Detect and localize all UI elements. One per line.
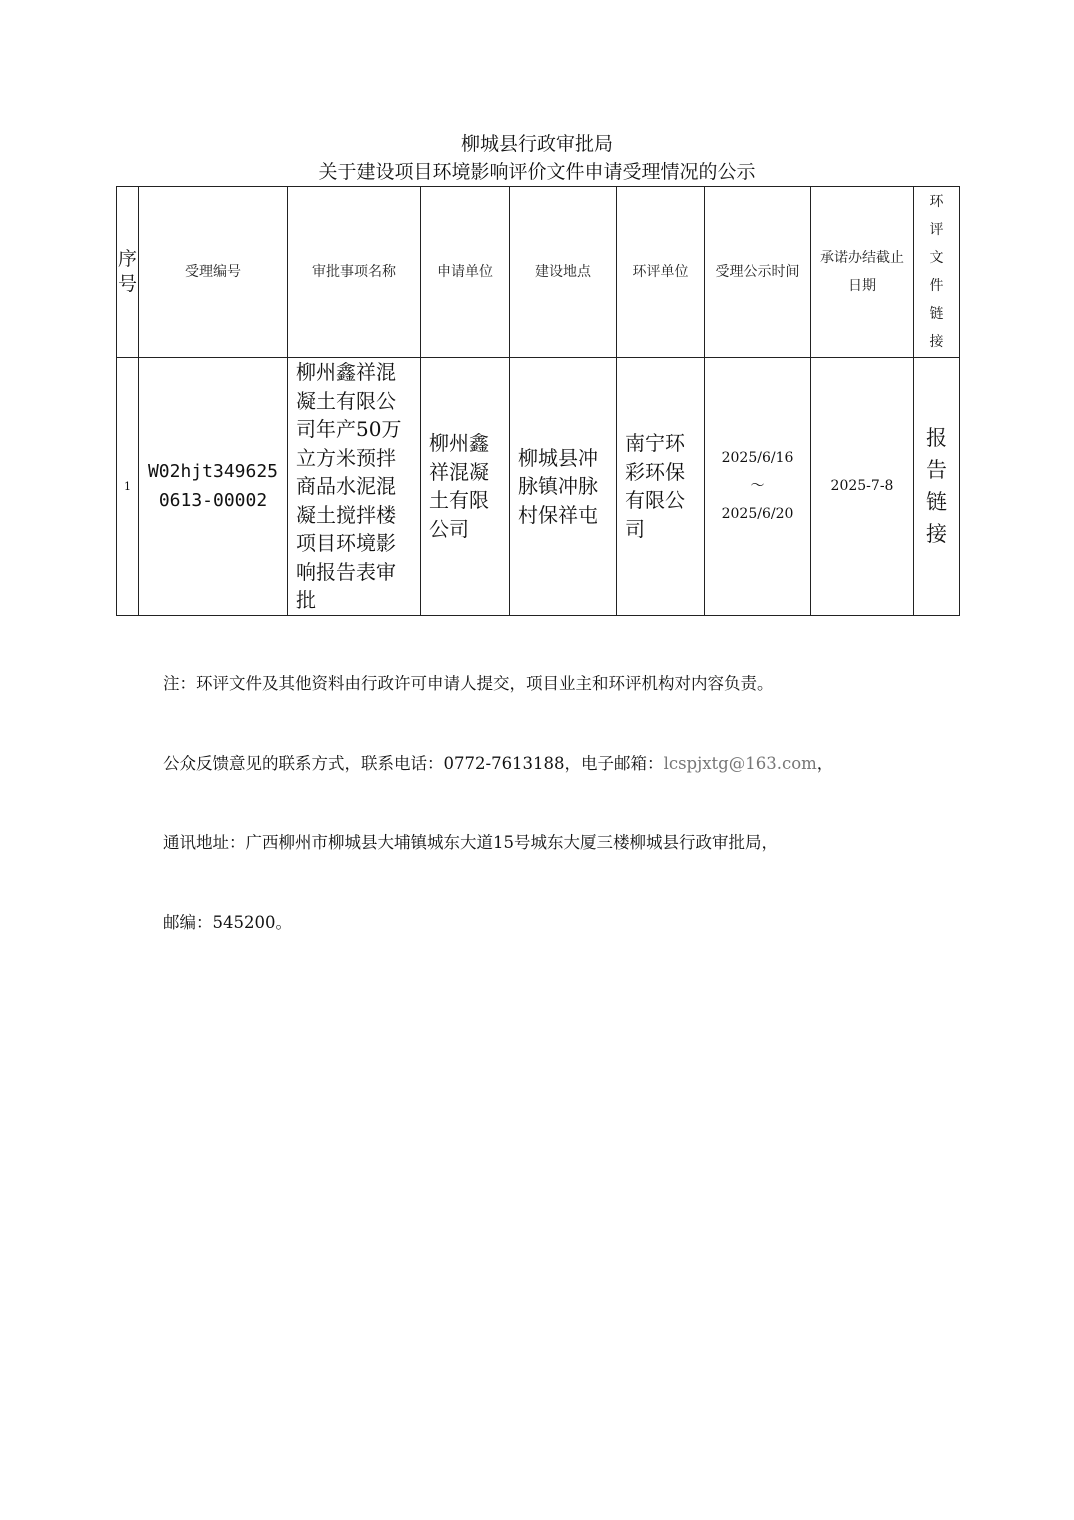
table-row: [117, 358, 960, 616]
header-applicant: 申请单位: [421, 187, 510, 358]
public-time-start: 2025/6/16: [721, 450, 794, 467]
email-link[interactable]: lcspjxtg@163.com: [663, 754, 817, 773]
cell-eia-unit: 南宁环彩环保有限公司: [617, 358, 705, 616]
cell-seq: 1: [117, 358, 139, 616]
header-deadline: 承诺办结截止日期: [811, 187, 914, 358]
header-seq: 序号: [117, 187, 139, 358]
notice-table: [116, 186, 960, 616]
header-eia-unit: 环评单位: [617, 187, 705, 358]
contact-line: [163, 750, 833, 774]
cell-accept-no: W02hjt3496250613-00002: [139, 358, 288, 616]
document-subtitle: 关于建设项目环境影响评价文件申请受理情况的公示: [318, 161, 756, 183]
contact-suffix: ，: [816, 754, 834, 773]
cell-location: 柳城县冲脉镇冲脉村保祥屯: [510, 358, 617, 616]
contact-prefix: 公众反馈意见的联系方式，联系电话：0772-7613188，电子邮箱：: [163, 754, 664, 773]
public-time-separator: ～: [750, 478, 765, 495]
header-location: 建设地点: [510, 187, 617, 358]
cell-report-link[interactable]: [914, 358, 960, 616]
public-time-end: 2025/6/20: [721, 506, 794, 523]
cell-item-name: 柳州鑫祥混凝土有限公司年产50万立方米预拌商品水泥混凝土搅拌楼项目环境影响报告表审批: [288, 358, 421, 616]
cell-public-time: [705, 358, 811, 616]
header-item-name: 审批事项名称: [288, 187, 421, 358]
report-link[interactable]: 报告链接: [926, 426, 947, 547]
note-text: 注：环评文件及其他资料由行政许可申请人提交，项目业主和环评机构对内容负责。: [163, 674, 774, 693]
header-accept-no: 受理编号: [139, 187, 288, 358]
cell-deadline: 2025-7-8: [811, 358, 914, 616]
header-public-time: 受理公示时间: [705, 187, 811, 358]
document-title: 柳城县行政审批局: [460, 133, 613, 155]
postcode-text: 邮编：545200。: [163, 913, 292, 932]
cell-applicant: 柳州鑫祥混凝土有限公司: [421, 358, 510, 616]
header-link: 环评文件链接: [914, 187, 960, 358]
table-header-row: [117, 187, 960, 358]
address-text: 通讯地址：广西柳州市柳城县大埔镇城东大道15号城东大厦三楼柳城县行政审批局，: [163, 833, 778, 852]
